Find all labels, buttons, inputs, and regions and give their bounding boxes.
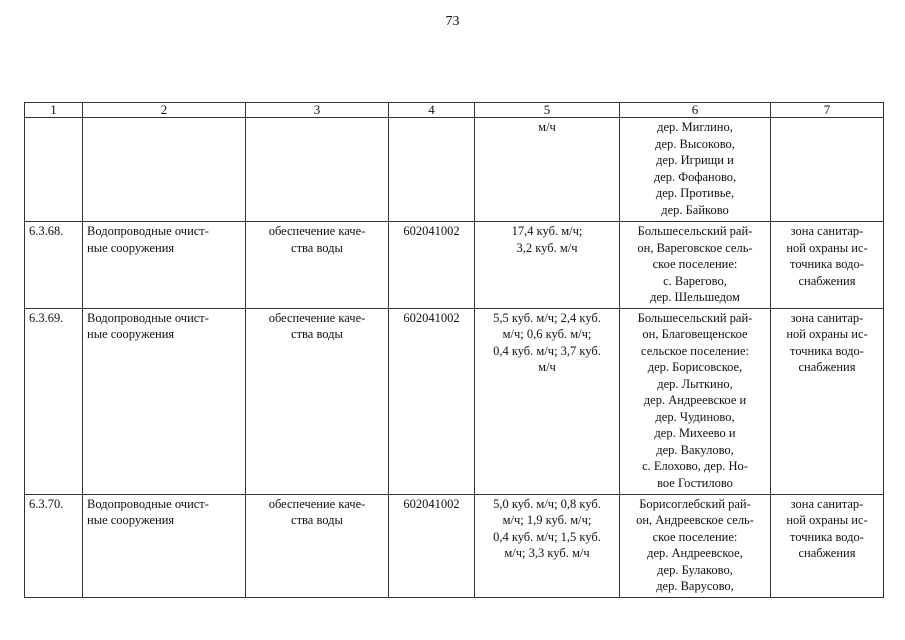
column-header: 2	[83, 103, 246, 118]
cell-location: Большесельский рай- он, Благовещенское сельское поселение: дер. Борисовское, дер. Лыткино, дер. Андреевское и дер. Чудиново, дер. Михеево и дер. Вакулово, с. Елохово, дер. Но- вое Гостилово	[620, 308, 771, 494]
page-number: 73	[445, 14, 460, 29]
cell-code	[389, 118, 475, 222]
cell-zone: зона санитар- ной охраны ис- точника водо- снабжения	[771, 308, 884, 494]
cell-code: 602041002	[389, 494, 475, 597]
cell-name: Водопроводные очист- ные сооружения	[83, 222, 246, 309]
table-row	[25, 308, 884, 494]
column-header: 1	[25, 103, 83, 118]
cell-name	[83, 118, 246, 222]
table-header-row	[25, 103, 884, 118]
cell-capacity: 5,0 куб. м/ч; 0,8 куб. м/ч; 1,9 куб. м/ч; 0,4 куб. м/ч; 1,5 куб. м/ч; 3,3 куб. м/ч	[475, 494, 620, 597]
cell-number	[25, 118, 83, 222]
cell-code: 602041002	[389, 308, 475, 494]
table-row	[25, 222, 884, 309]
cell-name: Водопроводные очист- ные сооружения	[83, 494, 246, 597]
table-row	[25, 494, 884, 597]
cell-zone: зона санитар- ной охраны ис- точника водо- снабжения	[771, 222, 884, 309]
cell-code: 602041002	[389, 222, 475, 309]
cell-name: Водопроводные очист- ные сооружения	[83, 308, 246, 494]
cell-purpose: обеспечение каче- ства воды	[246, 494, 389, 597]
cell-zone	[771, 118, 884, 222]
cell-location: Борисоглебский рай- он, Андреевское сель- ское поселение: дер. Андреевское, дер. Булаково, дер. Варусово,	[620, 494, 771, 597]
column-header: 3	[246, 103, 389, 118]
cell-purpose: обеспечение каче- ства воды	[246, 308, 389, 494]
column-header: 5	[475, 103, 620, 118]
column-header: 7	[771, 103, 884, 118]
cell-number: 6.3.70.	[25, 494, 83, 597]
cell-purpose	[246, 118, 389, 222]
column-header: 4	[389, 103, 475, 118]
table-row	[25, 118, 884, 222]
cell-capacity: м/ч	[475, 118, 620, 222]
cell-zone: зона санитар- ной охраны ис- точника водо- снабжения	[771, 494, 884, 597]
cell-capacity: 5,5 куб. м/ч; 2,4 куб. м/ч; 0,6 куб. м/ч; 0,4 куб. м/ч; 3,7 куб. м/ч	[475, 308, 620, 494]
objects-table	[24, 102, 884, 598]
column-header: 6	[620, 103, 771, 118]
cell-location: дер. Миглино, дер. Высоково, дер. Игрищи и дер. Фофаново, дер. Противье, дер. Байково	[620, 118, 771, 222]
cell-capacity: 17,4 куб. м/ч; 3,2 куб. м/ч	[475, 222, 620, 309]
cell-number: 6.3.68.	[25, 222, 83, 309]
cell-location: Большесельский рай- он, Вареговское сель- ское поселение: с. Варегово, дер. Шельшедом	[620, 222, 771, 309]
cell-purpose: обеспечение каче- ства воды	[246, 222, 389, 309]
cell-number: 6.3.69.	[25, 308, 83, 494]
